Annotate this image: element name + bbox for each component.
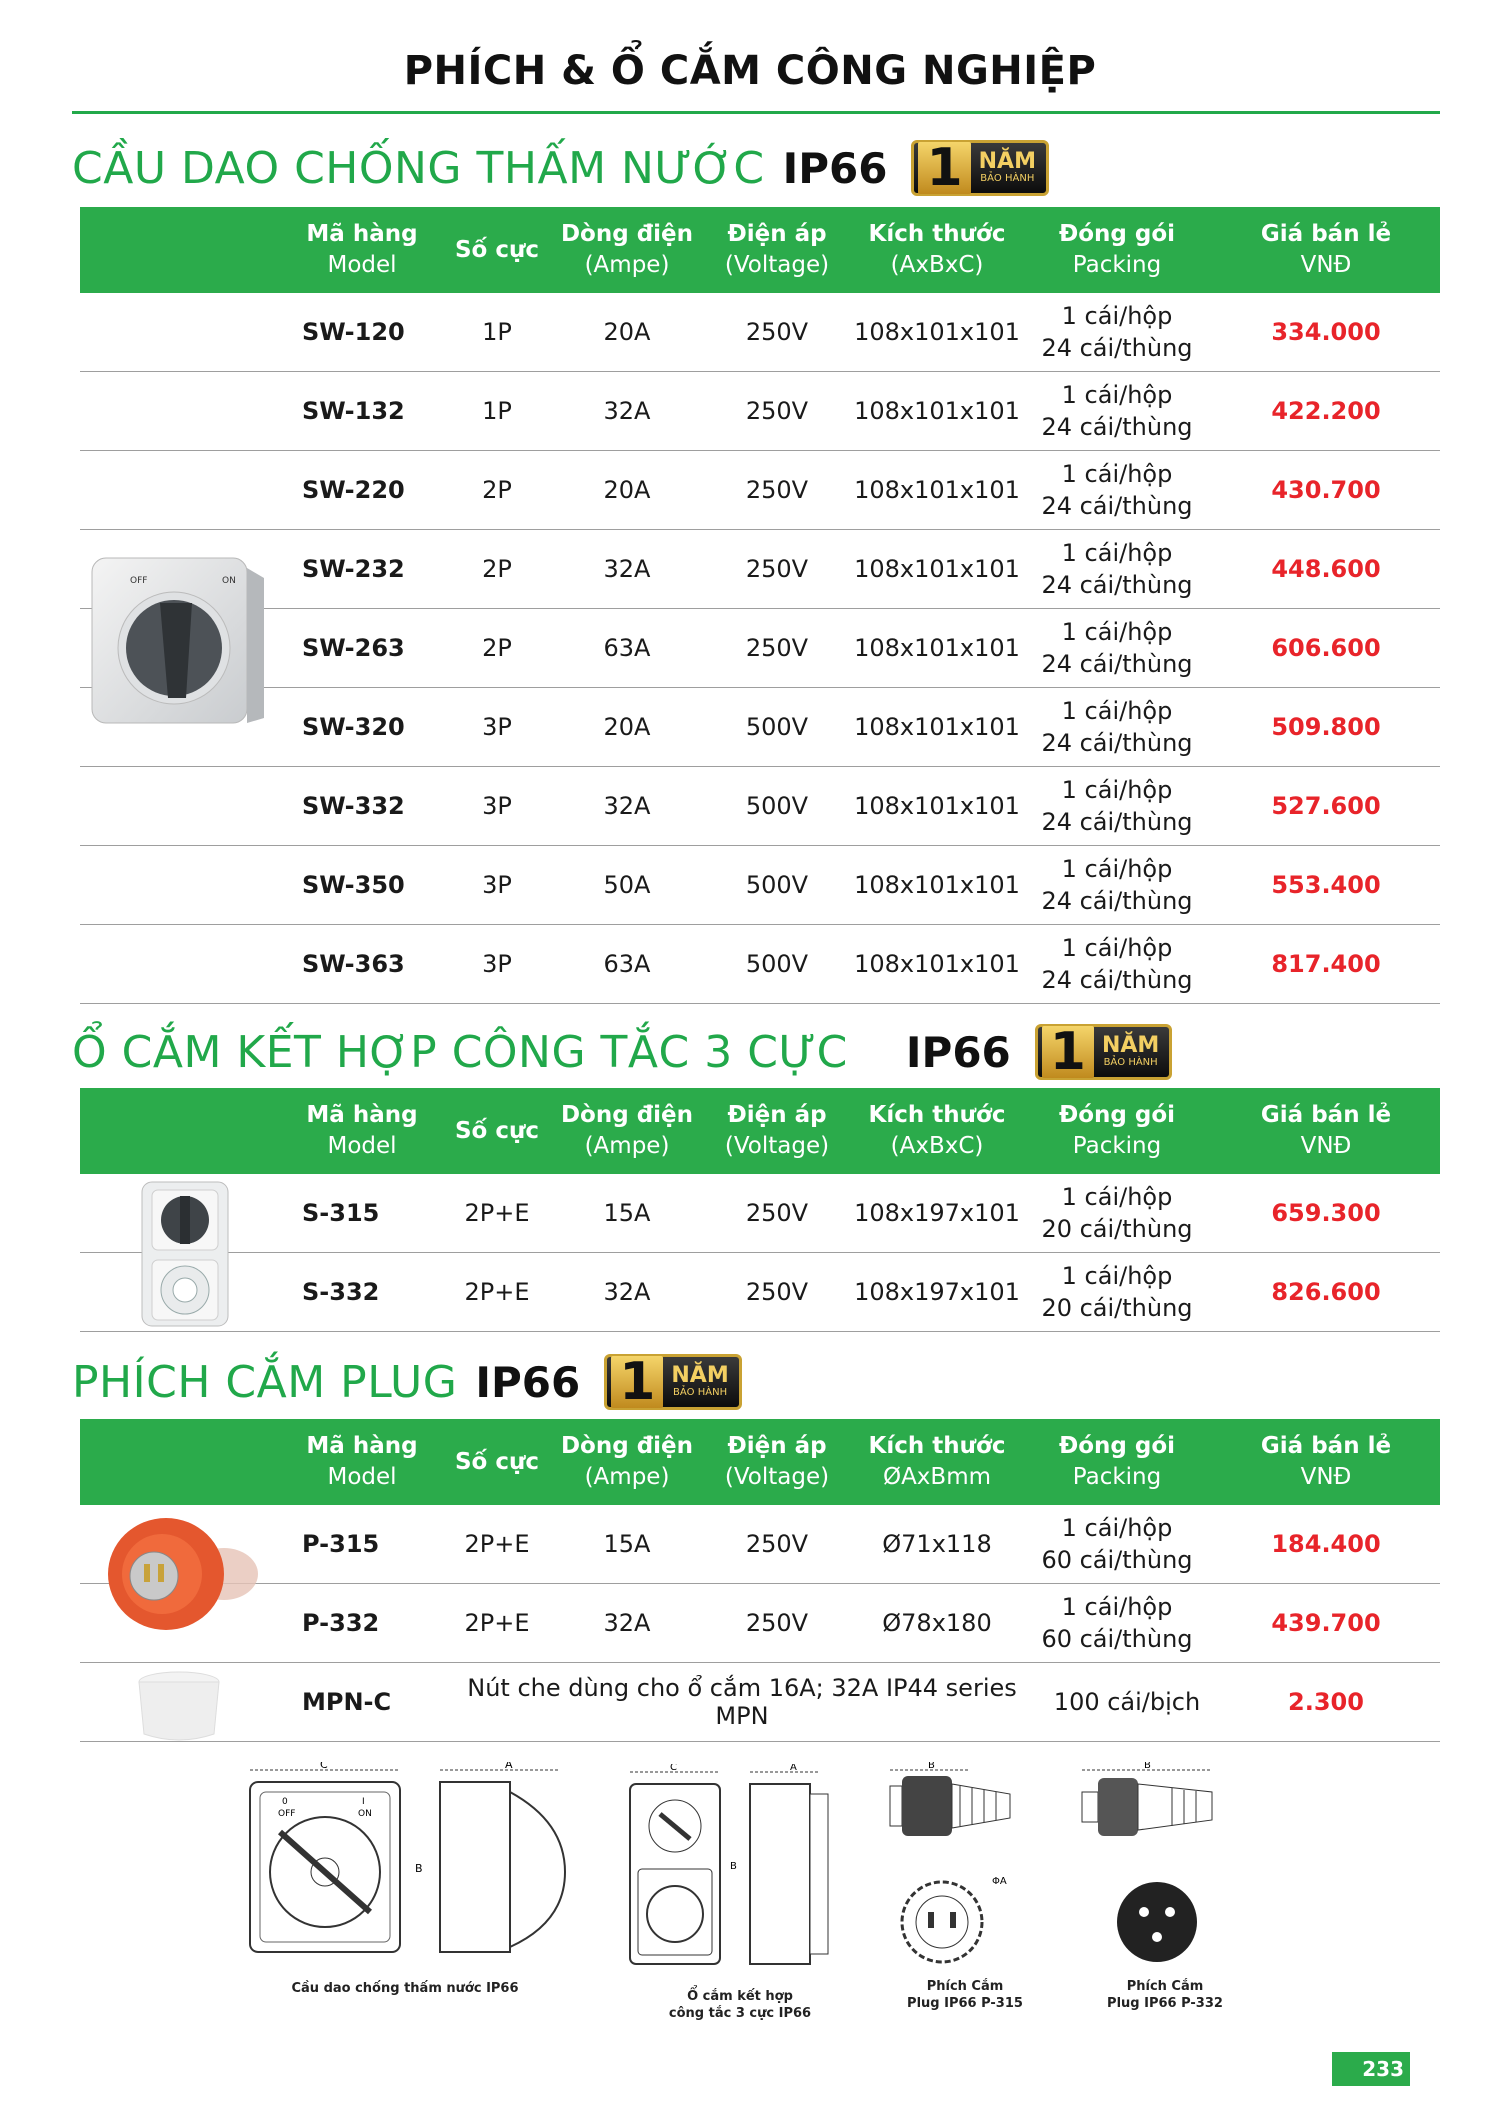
dim-label-c: C xyxy=(320,1762,328,1771)
caption-switch: Cầu dao chống thấm nước IP66 xyxy=(291,1981,519,1996)
cell-price: 439.700 xyxy=(1271,1608,1381,1637)
warranty-badge xyxy=(604,1354,742,1410)
packing-box: 1 cái/hộp xyxy=(1061,1261,1173,1290)
cell-dimensions: 108x197x101 xyxy=(854,1277,1020,1306)
header-voltage: Điện áp (Voltage) xyxy=(724,1433,830,1490)
packing-box: 1 cái/hộp xyxy=(1061,1182,1173,1211)
switch-mark-zero: 0 xyxy=(282,1797,288,1807)
cell-poles: 2P+E xyxy=(464,1198,530,1227)
cell-price: 817.400 xyxy=(1271,949,1381,978)
section-title: CẦU DAO CHỐNG THẤM NƯỚC xyxy=(72,142,765,194)
section-title: PHÍCH CẮM PLUG xyxy=(72,1356,458,1408)
cell-packing xyxy=(1022,1253,1212,1330)
cell-voltage: 250V xyxy=(745,1529,809,1558)
packing-carton: 60 cái/thùng xyxy=(1041,1545,1193,1574)
cell-price: 184.400 xyxy=(1271,1529,1381,1558)
cell-poles: 3P xyxy=(482,870,512,899)
cell-dimensions: 108x101x101 xyxy=(854,396,1020,425)
cell-packing xyxy=(1022,609,1212,686)
table-row xyxy=(80,293,1440,372)
table-header xyxy=(80,1419,1440,1505)
cell-voltage: 250V xyxy=(745,1198,809,1227)
price-table-plug xyxy=(80,1419,1440,1742)
table-row xyxy=(80,688,1440,767)
title-divider xyxy=(72,111,1440,114)
cell-price: 659.300 xyxy=(1271,1198,1381,1227)
header-packing: Đóng gói Packing xyxy=(1058,1433,1176,1490)
header-poles: Số cực xyxy=(454,236,539,263)
cell-voltage: 250V xyxy=(745,396,809,425)
diagram-plug-p315 xyxy=(880,1762,1050,1976)
dim-label-b: B xyxy=(1144,1762,1151,1771)
header-current: Dòng điện (Ampe) xyxy=(560,1102,694,1159)
cell-dimensions: Ø71x118 xyxy=(882,1529,992,1558)
packing-carton: 24 cái/thùng xyxy=(1041,491,1193,520)
badge-warranty: BẢO HÀNH xyxy=(672,1387,728,1398)
packing-carton: 24 cái/thùng xyxy=(1041,886,1193,915)
header-model: Mã hàng Model xyxy=(306,1433,418,1490)
cell-dimensions: 108x101x101 xyxy=(854,475,1020,504)
cell-packing: 100 cái/bịch xyxy=(1053,1687,1201,1716)
cell-packing xyxy=(1022,372,1212,449)
cell-voltage: 250V xyxy=(745,1608,809,1637)
cell-poles: 2P xyxy=(482,633,512,662)
packing-carton: 24 cái/thùng xyxy=(1041,807,1193,836)
cell-poles: 3P xyxy=(482,712,512,741)
cell-current: 15A xyxy=(603,1529,651,1558)
packing-box: 1 cái/hộp xyxy=(1061,1592,1173,1621)
cell-packing xyxy=(1022,451,1212,528)
packing-carton: 24 cái/thùng xyxy=(1041,570,1193,599)
cell-price: 2.300 xyxy=(1288,1687,1364,1716)
cell-poles: 2P+E xyxy=(464,1529,530,1558)
section-ip-rating: IP66 xyxy=(475,1357,581,1407)
badge-number: 1 xyxy=(611,1356,663,1408)
cell-voltage: 250V xyxy=(745,475,809,504)
packing-carton: 24 cái/thùng xyxy=(1041,333,1193,362)
cell-dimensions: Ø78x180 xyxy=(882,1608,992,1637)
cell-price: 334.000 xyxy=(1271,317,1381,346)
cell-model: SW-350 xyxy=(302,870,405,899)
cell-poles: 2P+E xyxy=(464,1608,530,1637)
cell-model: S-332 xyxy=(302,1277,380,1306)
cell-price: 448.600 xyxy=(1271,554,1381,583)
switch-mark-one: I xyxy=(362,1797,365,1807)
header-voltage: Điện áp (Voltage) xyxy=(724,221,830,278)
table-header xyxy=(80,1088,1440,1174)
section-heading-combo-socket xyxy=(72,1022,1172,1082)
page-number: 233 xyxy=(1332,2052,1410,2086)
cell-price: 527.600 xyxy=(1271,791,1381,820)
packing-carton: 24 cái/thùng xyxy=(1041,649,1193,678)
cell-voltage: 250V xyxy=(745,554,809,583)
table-row xyxy=(80,451,1440,530)
section-title: Ổ CẮM KẾT HỢP CÔNG TẮC 3 CỰC xyxy=(72,1026,848,1078)
dim-label-a: A xyxy=(505,1762,513,1771)
cell-voltage: 250V xyxy=(745,633,809,662)
cell-dimensions: 108x101x101 xyxy=(854,317,1020,346)
section-ip-rating: IP66 xyxy=(905,1027,1011,1077)
dim-label-b: B xyxy=(928,1762,935,1771)
packing-box: 1 cái/hộp xyxy=(1061,459,1173,488)
cell-current: 32A xyxy=(603,554,651,583)
table-row-accessory xyxy=(80,1663,1440,1742)
cell-current: 32A xyxy=(603,1277,651,1306)
cell-poles: 1P xyxy=(482,396,512,425)
dim-label-c: C xyxy=(670,1764,677,1773)
section-ip-rating: IP66 xyxy=(782,143,888,193)
diagram-combo-socket xyxy=(620,1764,860,1978)
packing-box: 1 cái/hộp xyxy=(1061,854,1173,883)
table-row xyxy=(80,530,1440,609)
diagram-plug-p332 xyxy=(1072,1762,1242,1976)
cell-packing xyxy=(1022,688,1212,765)
table-row xyxy=(80,372,1440,451)
cell-model: SW-220 xyxy=(302,475,405,504)
caption-combo-socket: Ổ cắm kết hợp công tắc 3 cực IP66 xyxy=(668,1989,812,2021)
cell-voltage: 500V xyxy=(745,949,809,978)
cell-price: 422.200 xyxy=(1271,396,1381,425)
warranty-badge xyxy=(911,140,1049,196)
packing-carton: 24 cái/thùng xyxy=(1041,965,1193,994)
table-header xyxy=(80,207,1440,293)
switch-mark-off: OFF xyxy=(278,1809,296,1819)
cell-model: P-315 xyxy=(302,1529,380,1558)
combo-socket-product-image xyxy=(138,1180,233,1332)
dim-label-b: B xyxy=(730,1861,737,1872)
header-model: Mã hàng Model xyxy=(306,221,418,278)
cell-current: 20A xyxy=(603,712,651,741)
cell-packing xyxy=(1022,1584,1212,1661)
header-current: Dòng điện (Ampe) xyxy=(560,221,694,278)
badge-year: NĂM xyxy=(1101,1033,1160,1058)
cell-dimensions: 108x101x101 xyxy=(854,949,1020,978)
table-row xyxy=(80,1253,1440,1332)
cell-packing xyxy=(1022,530,1212,607)
price-table-combo-socket xyxy=(80,1088,1440,1332)
cell-poles: 3P xyxy=(482,949,512,978)
cell-current: 50A xyxy=(603,870,651,899)
badge-number: 1 xyxy=(918,142,970,194)
cell-description: Nút che dùng cho ổ cắm 16A; 32A IP44 series MPN xyxy=(467,1673,1017,1730)
cell-current: 63A xyxy=(603,949,651,978)
cell-model: SW-132 xyxy=(302,396,405,425)
badge-year: NĂM xyxy=(671,1363,729,1388)
table-row xyxy=(80,925,1440,1004)
cell-voltage: 250V xyxy=(745,1277,809,1306)
header-packing: Đóng gói Packing xyxy=(1058,221,1176,278)
header-poles: Số cực xyxy=(454,1448,539,1475)
badge-year: NĂM xyxy=(978,149,1036,174)
cell-model: SW-263 xyxy=(302,633,405,662)
cell-packing xyxy=(1022,925,1212,1002)
cell-poles: 1P xyxy=(482,317,512,346)
header-poles: Số cực xyxy=(454,1117,539,1144)
table-row xyxy=(80,1584,1440,1663)
header-packing: Đóng gói Packing xyxy=(1058,1102,1176,1159)
price-table-switch xyxy=(80,207,1440,1004)
cell-model: SW-363 xyxy=(302,949,405,978)
cell-price: 826.600 xyxy=(1271,1277,1381,1306)
cell-current: 63A xyxy=(603,633,651,662)
dim-label-phi-a: ΦA xyxy=(992,1876,1007,1887)
cell-packing xyxy=(1022,293,1212,370)
page-title: PHÍCH & Ổ CẮM CÔNG NGHIỆP xyxy=(403,48,1097,94)
packing-box: 1 cái/hộp xyxy=(1061,1513,1173,1542)
warranty-badge xyxy=(1035,1024,1173,1080)
packing-box: 1 cái/hộp xyxy=(1061,538,1173,567)
cell-packing xyxy=(1022,767,1212,844)
table-row xyxy=(80,1174,1440,1253)
cell-current: 32A xyxy=(603,396,651,425)
packing-box: 1 cái/hộp xyxy=(1061,617,1173,646)
plug-product-image xyxy=(104,1514,264,1638)
cell-dimensions: 108x197x101 xyxy=(854,1198,1020,1227)
packing-carton: 20 cái/thùng xyxy=(1041,1293,1193,1322)
cell-voltage: 250V xyxy=(745,317,809,346)
badge-number: 1 xyxy=(1042,1026,1094,1078)
cell-model: S-315 xyxy=(302,1198,380,1227)
cover-cap-product-image xyxy=(134,1668,224,1748)
header-dimensions: Kích thước (AxBxC) xyxy=(868,221,1006,278)
section-heading-plug xyxy=(72,1352,742,1412)
cell-model: P-332 xyxy=(302,1608,380,1637)
cell-price: 606.600 xyxy=(1271,633,1381,662)
cell-model: SW-320 xyxy=(302,712,405,741)
cell-poles: 2P xyxy=(482,475,512,504)
svg-text:OFF: OFF xyxy=(130,576,148,586)
header-voltage: Điện áp (Voltage) xyxy=(724,1102,830,1159)
cell-dimensions: 108x101x101 xyxy=(854,791,1020,820)
cell-packing xyxy=(1022,1174,1212,1251)
packing-carton: 20 cái/thùng xyxy=(1041,1214,1193,1243)
cell-price: 430.700 xyxy=(1271,475,1381,504)
cell-poles: 2P+E xyxy=(464,1277,530,1306)
packing-box: 1 cái/hộp xyxy=(1061,380,1173,409)
cell-model: SW-332 xyxy=(302,791,405,820)
cell-model: SW-120 xyxy=(302,317,405,346)
cell-current: 32A xyxy=(603,1608,651,1637)
packing-box: 1 cái/hộp xyxy=(1061,775,1173,804)
cell-poles: 3P xyxy=(482,791,512,820)
caption-plug-p315: Phích Cắm Plug IP66 P-315 xyxy=(907,1979,1023,2011)
cell-packing xyxy=(1022,846,1212,923)
diagram-waterproof-switch xyxy=(240,1762,620,1976)
packing-carton: 24 cái/thùng xyxy=(1041,728,1193,757)
cell-poles: 2P xyxy=(482,554,512,583)
cell-price: 553.400 xyxy=(1271,870,1381,899)
header-price: Giá bán lẻ VNĐ xyxy=(1260,1433,1392,1490)
cell-voltage: 500V xyxy=(745,712,809,741)
cell-dimensions: 108x101x101 xyxy=(854,633,1020,662)
cell-model: MPN-C xyxy=(302,1687,392,1716)
header-dimensions: Kích thước (AxBxC) xyxy=(868,1102,1006,1159)
packing-box: 1 cái/hộp xyxy=(1061,301,1173,330)
svg-text:ON: ON xyxy=(222,576,236,586)
cell-current: 20A xyxy=(603,475,651,504)
table-row xyxy=(80,846,1440,925)
packing-box: 1 cái/hộp xyxy=(1061,933,1173,962)
packing-carton: 60 cái/thùng xyxy=(1041,1624,1193,1653)
switch-mark-on: ON xyxy=(358,1809,372,1819)
header-price: Giá bán lẻ VNĐ xyxy=(1260,1102,1392,1159)
dim-label-a: A xyxy=(790,1764,797,1773)
table-row xyxy=(80,609,1440,688)
table-row xyxy=(80,767,1440,846)
section-heading-switch xyxy=(72,138,1049,198)
dim-label-b: B xyxy=(415,1862,423,1875)
cell-packing xyxy=(1022,1505,1212,1582)
caption-plug-p332: Phích Cắm Plug IP66 P-332 xyxy=(1107,1979,1223,2011)
cell-price: 509.800 xyxy=(1271,712,1381,741)
header-current: Dòng điện (Ampe) xyxy=(560,1433,694,1490)
header-dimensions: Kích thước ØAxBmm xyxy=(868,1433,1006,1490)
cell-voltage: 500V xyxy=(745,870,809,899)
table-row xyxy=(80,1505,1440,1584)
badge-warranty: BẢO HÀNH xyxy=(1103,1057,1158,1068)
cell-dimensions: 108x101x101 xyxy=(854,870,1020,899)
cell-dimensions: 108x101x101 xyxy=(854,712,1020,741)
packing-carton: 24 cái/thùng xyxy=(1041,412,1193,441)
cell-model: SW-232 xyxy=(302,554,405,583)
header-price: Giá bán lẻ VNĐ xyxy=(1260,221,1392,278)
cell-voltage: 500V xyxy=(745,791,809,820)
cell-current: 32A xyxy=(603,791,651,820)
cell-current: 20A xyxy=(603,317,651,346)
packing-box: 1 cái/hộp xyxy=(1061,696,1173,725)
switch-product-image xyxy=(82,548,272,737)
badge-warranty: BẢO HÀNH xyxy=(980,173,1035,184)
cell-current: 15A xyxy=(603,1198,651,1227)
cell-dimensions: 108x101x101 xyxy=(854,554,1020,583)
header-model: Mã hàng Model xyxy=(306,1102,418,1159)
